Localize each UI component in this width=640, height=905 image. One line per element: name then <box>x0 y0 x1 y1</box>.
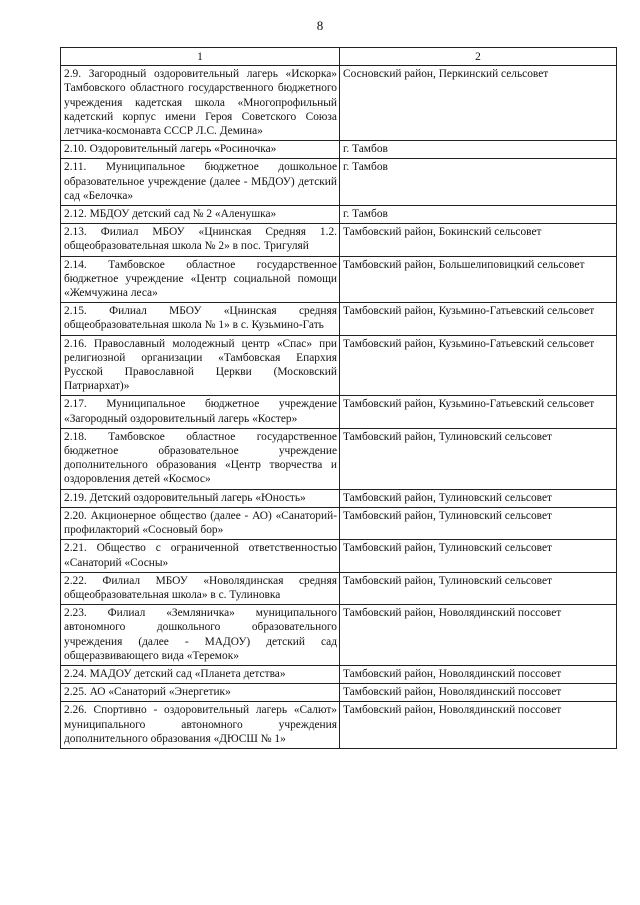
organization-location: Тамбовский район, Тулиновский сельсовет <box>340 572 617 604</box>
organization-name: 2.18. Тамбовское областное государственное бюджетное образовательное учреждение дополнительного образования «Центр творчества и оздоровления детей «Космос» <box>61 428 340 489</box>
column-header-1: 1 <box>61 48 340 66</box>
organization-name: 2.25. АО «Санаторий «Энергетик» <box>61 684 340 702</box>
organization-name: 2.24. МАДОУ детский сад «Планета детства» <box>61 665 340 683</box>
organization-name: 2.22. Филиал МБОУ «Новолядинская средняя общеобразовательная школа» в с. Тулиновка <box>61 572 340 604</box>
organization-location: г. Тамбов <box>340 141 617 159</box>
organization-name: 2.19. Детский оздоровительный лагерь «Юность» <box>61 489 340 507</box>
table-row <box>61 605 617 666</box>
organization-name: 2.21. Общество с ограниченной ответственностью «Санаторий «Сосны» <box>61 540 340 572</box>
table-row <box>61 702 617 749</box>
table-row <box>61 335 617 396</box>
table-row <box>61 396 617 428</box>
organization-location: Тамбовский район, Тулиновский сельсовет <box>340 507 617 539</box>
organization-location: Тамбовский район, Тулиновский сельсовет <box>340 540 617 572</box>
table-row <box>61 489 617 507</box>
organization-name: 2.9. Загородный оздоровительный лагерь «Искорка» Тамбовского областного государственного бюджетного учреждения кадетская школа «Многопрофильный кадетский корпус имени Героя Советского Союза летчика-космонавта СССР Л.С. Демина» <box>61 66 340 141</box>
organization-name: 2.23. Филиал «Земляничка» муниципального автономного дошкольного образовательного учреждения (далее - МАДОУ) детский сад общеразвивающего вида «Теремок» <box>61 605 340 666</box>
organization-location: Тамбовский район, Тулиновский сельсовет <box>340 489 617 507</box>
organization-location: Тамбовский район, Тулиновский сельсовет <box>340 428 617 489</box>
organization-location: Тамбовский район, Бокинский сельсовет <box>340 224 617 256</box>
organization-location: Тамбовский район, Кузьмино-Гатьевский сельсовет <box>340 396 617 428</box>
table-row <box>61 303 617 335</box>
table-row <box>61 66 617 141</box>
organization-location: г. Тамбов <box>340 206 617 224</box>
organization-location: Тамбовский район, Большелиповицкий сельсовет <box>340 256 617 303</box>
organization-name: 2.12. МБДОУ детский сад № 2 «Аленушка» <box>61 206 340 224</box>
table-row <box>61 224 617 256</box>
table-row <box>61 141 617 159</box>
organization-location: Тамбовский район, Новолядинский поссовет <box>340 605 617 666</box>
organization-location: Тамбовский район, Кузьмино-Гатьевский сельсовет <box>340 335 617 396</box>
organization-name: 2.20. Акционерное общество (далее - АО) «Санаторий-профилакторий «Сосновый бор» <box>61 507 340 539</box>
table-header-row <box>61 48 617 66</box>
organization-location: Тамбовский район, Новолядинский поссовет <box>340 684 617 702</box>
organization-name: 2.10. Оздоровительный лагерь «Росиночка» <box>61 141 340 159</box>
table-row <box>61 540 617 572</box>
page-number: 8 <box>316 18 324 33</box>
organization-name: 2.17. Муниципальное бюджетное учреждение «Загородный оздоровительный лагерь «Костер» <box>61 396 340 428</box>
column-header-2: 2 <box>340 48 617 66</box>
organization-location: Тамбовский район, Кузьмино-Гатьевский сельсовет <box>340 303 617 335</box>
organization-name: 2.14. Тамбовское областное государственное бюджетное учреждение «Центр социальной помощи «Жемчужина леса» <box>61 256 340 303</box>
table-row <box>61 507 617 539</box>
table-row <box>61 572 617 604</box>
table-row <box>61 665 617 683</box>
table-row <box>61 684 617 702</box>
organization-name: 2.13. Филиал МБОУ «Цнинская Средняя 1.2. общеобразовательная школа № 2» в пос. Тригуляй <box>61 224 340 256</box>
organization-location: Тамбовский район, Новолядинский поссовет <box>340 702 617 749</box>
organization-name: 2.15. Филиал МБОУ «Цнинская средняя общеобразовательная школа № 1» в с. Кузьмино-Гать <box>61 303 340 335</box>
organizations-table <box>60 47 617 749</box>
table-row <box>61 256 617 303</box>
organization-name: 2.26. Спортивно - оздоровительный лагерь «Салют» муниципального автономного учреждения дополнительного образования «ДЮСШ № 1» <box>61 702 340 749</box>
organization-location: г. Тамбов <box>340 159 617 206</box>
table-row <box>61 206 617 224</box>
organization-name: 2.11. Муниципальное бюджетное дошкольное образовательное учреждение (далее - МБДОУ) детский сад «Белочка» <box>61 159 340 206</box>
table-row <box>61 428 617 489</box>
table-row <box>61 159 617 206</box>
organization-location: Тамбовский район, Новолядинский поссовет <box>340 665 617 683</box>
organization-name: 2.16. Православный молодежный центр «Спас» при религиозной организации «Тамбовская Епархия Русской Православной Церкви (Московский Патриархат)» <box>61 335 340 396</box>
organization-location: Сосновский район, Перкинский сельсовет <box>340 66 617 141</box>
